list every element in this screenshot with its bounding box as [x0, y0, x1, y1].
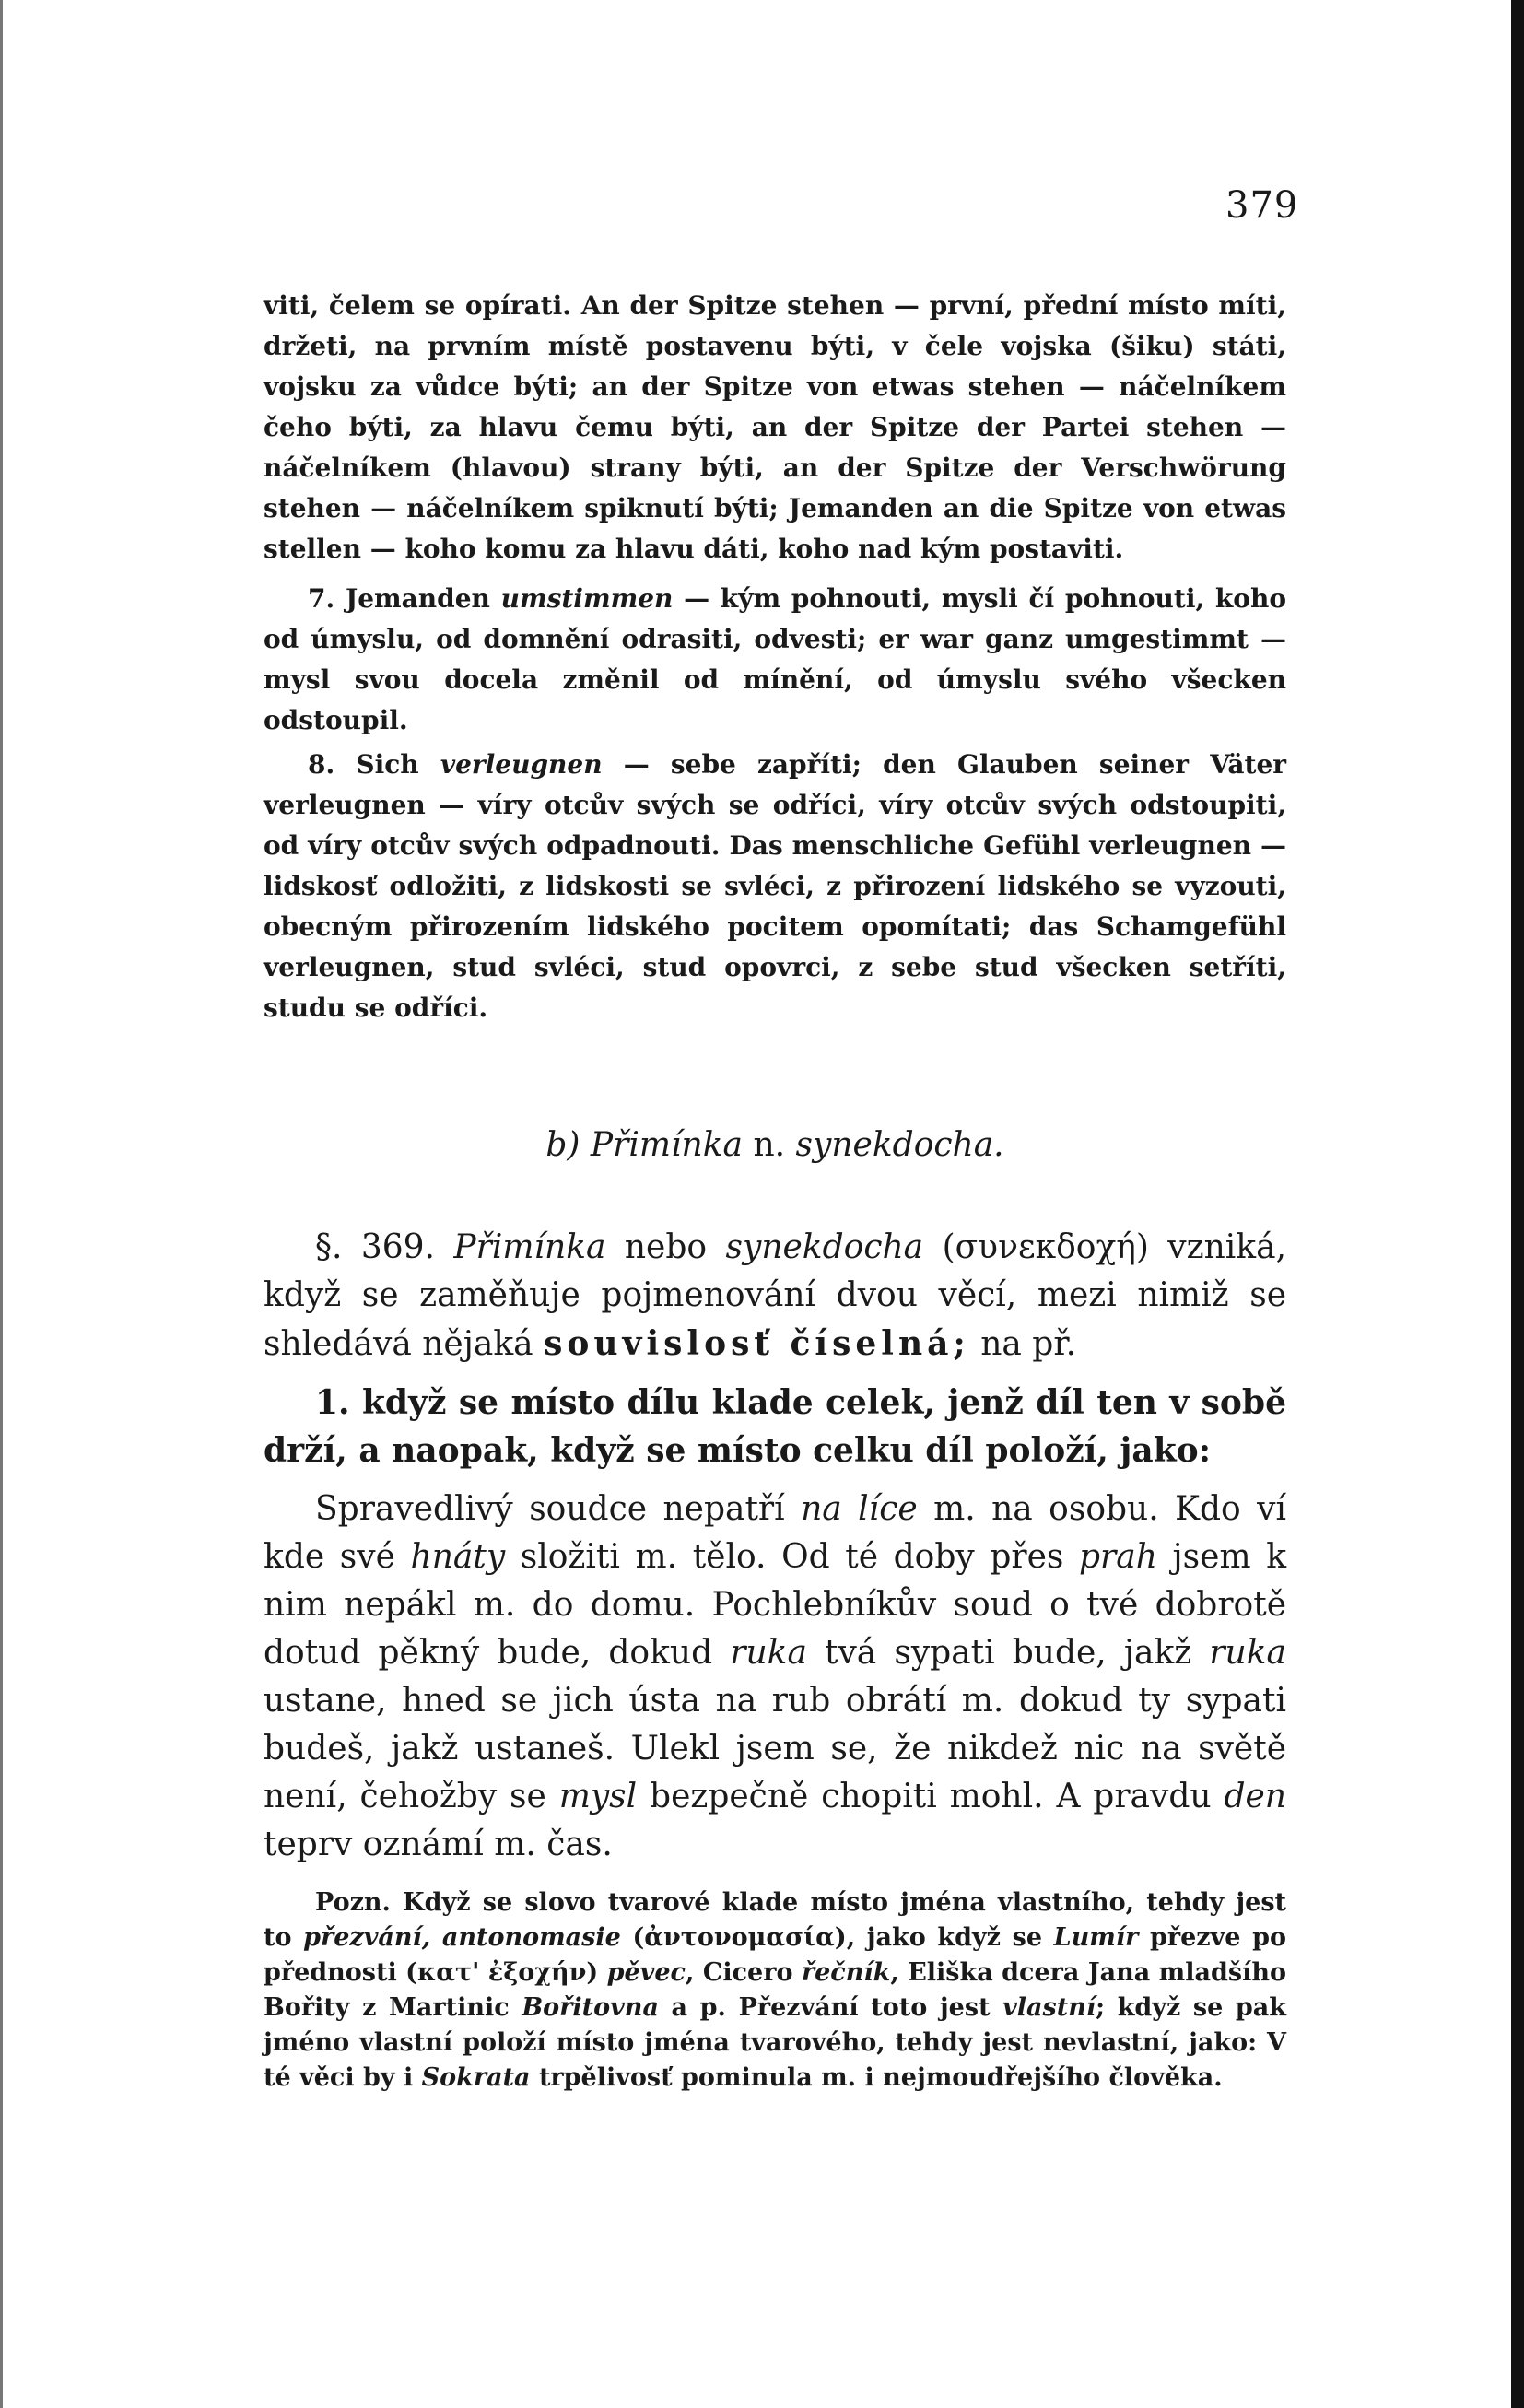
note-text-run: , Eliška dcera Jana mladšího Bořity z Martinic	[264, 1958, 1286, 2022]
note-italic-run: Sokrata	[421, 2063, 531, 2092]
section-heading-alt: synekdocha.	[795, 1126, 1004, 1164]
section-heading-joiner: n.	[753, 1126, 786, 1164]
note-italic-run: řečník	[801, 1958, 891, 1987]
section-mark: §. 369.	[315, 1228, 435, 1266]
item-8-paragraph	[264, 745, 1286, 1028]
section-greek: (συνεκδοχή)	[942, 1228, 1149, 1266]
item-8-number: 8.	[308, 749, 335, 780]
examples-paragraph	[264, 1486, 1286, 1869]
note-text-run: přezve po přednosti (κατ' ἐξοχήν)	[264, 1923, 1286, 1987]
item-7-number: 7.	[308, 583, 335, 614]
section-term: Přimínka	[453, 1228, 606, 1266]
section-text-a: vzniká, když se zaměňuje pojmenování dvou věcí, mezi nimiž se shledává nějaká	[264, 1228, 1287, 1363]
example-italic-run: den	[1224, 1778, 1286, 1815]
item-8-term-lead: Sich	[356, 749, 419, 780]
item-8-block	[264, 745, 1286, 1028]
note-italic-run: pěvec	[606, 1958, 686, 1987]
example-text-run: tvá sypati bude, jakž	[806, 1634, 1210, 1672]
item-8-text: — sebe zapříti; den Glauben seiner Väter verleugnen — víry otcův svých se odříci, víry otcův svých odstoupiti, od víry otcův svých odpadnouti. Das menschliche Gefühl verleugnen — lidskosť odložiti, z lidskosti se svléci, z přirození lidského se vyzouti, obecným přirozením lidského pocitem opomítati; das Schamgefühl verleugnen, stud svléci, stud opovrci, z sebe stud všecken setříti, studu se odříci.	[264, 749, 1287, 1023]
note-italic-run: Bořitovna	[522, 1993, 659, 2022]
example-italic-run: na líce	[801, 1490, 918, 1528]
example-text-run: jsem k nim nepákl m. do domu. Pochlebníkův soud o tvé dobrotě dotud pěkný bude, dokud	[264, 1538, 1287, 1672]
note-text-run: a p. Přezvání toto jest	[658, 1993, 1003, 2022]
section-369-block	[264, 1224, 1286, 1368]
page-number: 379	[1225, 184, 1299, 227]
item-7-paragraph	[264, 579, 1286, 741]
section-heading	[264, 1126, 1286, 1164]
note-text-run: Pozn. Když se slovo tvarové klade místo jména vlastního, tehdy jest to	[264, 1888, 1286, 1952]
example-text-run: ustane, hned se jich ústa na rub obrátí m. dokud ty sypati budeš, jakž ustaneš. Ulekl jsem se, že nikdež nic na světě není, čehožby se	[264, 1682, 1286, 1815]
item-7-term-lead: Jemanden	[345, 583, 490, 614]
section-emphasis: souvislosť číselná;	[544, 1324, 970, 1363]
section-heading-label: b)	[545, 1126, 580, 1164]
example-text-run: Spravedlivý soudce nepatří	[315, 1490, 802, 1528]
section-heading-title: Přimínka	[590, 1126, 743, 1164]
note-italic-run: Lumír	[1053, 1923, 1139, 1952]
note-text-run: ; když se pak jméno vlastní položí místo jména tvarového, tehdy jest nevlastní, jako: V té věci by i	[264, 1993, 1286, 2092]
item-7-text: — kým pohnouti, mysli čí pohnouti, koho od úmyslu, od domnění odrasiti, odvesti; er war ganz umgestimmt — mysl svou docela změnil od mínění, od úmyslu svého všecken odstoupil.	[264, 583, 1287, 735]
point-1-block	[264, 1379, 1286, 1474]
item-8-term: verleugnen	[440, 749, 603, 780]
example-italic-run: prah	[1078, 1538, 1157, 1576]
example-text-run: bezpečně chopiti mohl. A pravdu	[637, 1778, 1225, 1815]
section-369-paragraph	[264, 1224, 1286, 1368]
top-text-block	[264, 286, 1286, 570]
note-text-run: , Cicero	[686, 1958, 802, 1987]
section-middle: nebo	[624, 1228, 708, 1266]
example-italic-run: hnáty	[410, 1538, 506, 1576]
example-italic-run: ruka	[730, 1634, 807, 1672]
note-italic-run: vlastní	[1002, 1993, 1096, 2022]
example-italic-run: ruka	[1209, 1634, 1286, 1672]
example-text-run: složiti m. tělo. Od té doby přes	[505, 1538, 1079, 1576]
example-text-run: teprv oznámí m. čas.	[264, 1826, 613, 1863]
item-7-term: umstimmen	[500, 583, 674, 614]
continuation-paragraph: viti, čelem se opírati. An der Spitze stehen — první, přední místo míti, držeti, na prvním místě postavenu býti, v čele vojska (šiku) státi, vojsku za vůdce býti; an der Spitze von etwas stehen — náčelníkem čeho býti, za hlavu čemu býti, an der Spitze der Partei stehen — náčelníkem (hlavou) strany býti, an der Spitze der Verschwörung stehen — náčelníkem spiknutí býti; Jemanden an die Spitze von etwas stellen — koho komu za hlavu dáti, koho nad kým postaviti.	[264, 290, 1286, 564]
note-paragraph	[264, 1885, 1286, 2096]
note-italic-run: přezvání, antonomasie	[303, 1923, 621, 1952]
note-block	[264, 1885, 1286, 2096]
item-7-block	[264, 579, 1286, 741]
page-edge-right	[1511, 0, 1524, 2408]
example-italic-run: mysl	[558, 1778, 638, 1815]
section-term2: synekdocha	[725, 1228, 924, 1266]
section-text-b: na př.	[980, 1325, 1077, 1363]
example-text-run: m. na osobu. Kdo ví kde své	[264, 1490, 1286, 1576]
page-edge-left	[0, 0, 3, 2408]
note-text-run: (ἀντονομασία), jako když se	[620, 1923, 1054, 1952]
examples-block	[264, 1486, 1286, 1869]
point-1-paragraph: 1. když se místo dílu klade celek, jenž díl ten v sobě drží, a naopak, když se místo celku díl položí, jako:	[264, 1383, 1286, 1470]
note-text-run: trpělivosť pominula m. i nejmoudřejšího člověka.	[530, 2063, 1223, 2092]
